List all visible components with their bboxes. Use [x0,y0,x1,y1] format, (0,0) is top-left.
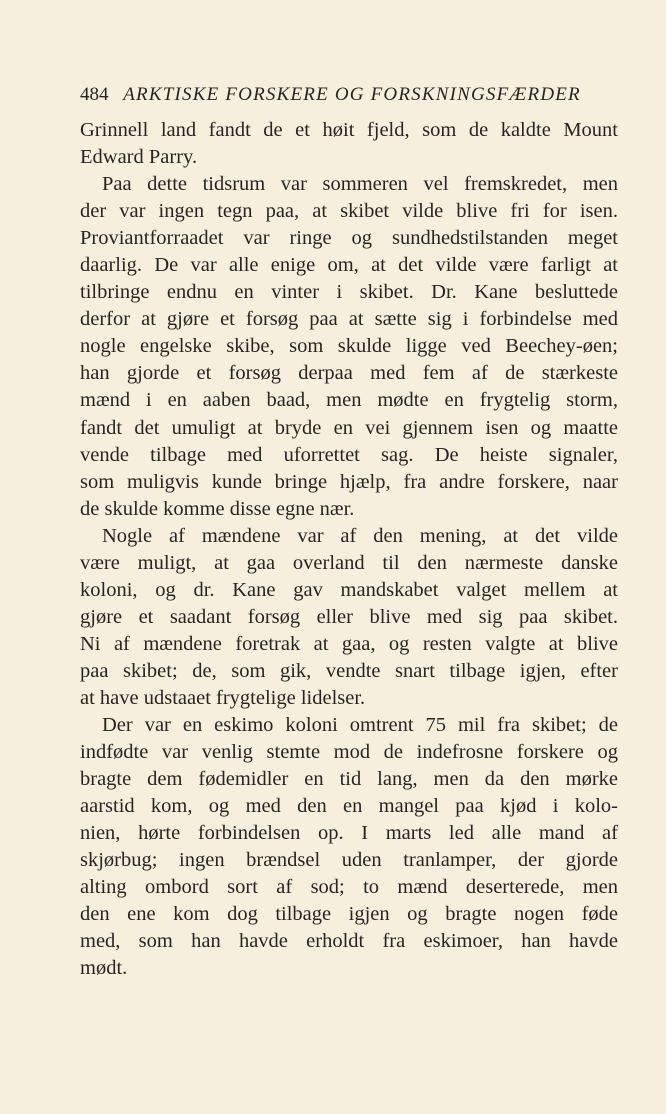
text-line: indfødte var venlig stemte mod de indefrosne forskere og [80,741,618,764]
text-line: Grinnell land fandt de et høit fjeld, som de kaldte Mount [80,119,618,141]
text-line: skjørbug; ingen brændsel uden tranlamper, der gjorde [80,849,618,872]
text-line: fandt det umuligt at bryde en vei gjennem isen og maatte [80,416,618,439]
text-line: koloni, og dr. Kane gav mandskabet valget mellem at [80,578,618,601]
running-title: ARKTISKE FORSKERE OG FORSKNINGSFÆRDER [123,84,581,105]
text-line: tilbringe endnu en vinter i skibet. Dr. Kane besluttede [80,281,618,304]
text-line: bragte dem fødemidler en tid lang, men da den mørke [80,768,618,791]
text-line: at have udstaaet frygtelige lidelser. [80,686,366,709]
text-line: der var ingen tegn paa, at skibet vilde blive fri for isen. [80,200,618,223]
text-line: vende tilbage med uforrettet sag. De heiste signaler, [80,443,618,466]
text-line: mænd i en aaben baad, men mødte en frygtelig storm, [80,389,618,412]
text-line: paa skibet; de, som gik, vendte snart tilbage igjen, efter [80,659,618,682]
text-line: være muligt, at gaa overland til den nærmeste danske [80,551,618,574]
text-line: de skulde komme disse egne nær. [80,497,355,520]
text-line: med, som han havde erholdt fra eskimoer, han havde [80,930,618,953]
text-line: nogle engelske skibe, som skulde ligge ved Beechey-øen; [80,335,618,358]
text-line: nien, hørte forbindelsen op. I marts led alle mand af [80,822,618,845]
text-line: Paa dette tidsrum var sommeren vel fremskredet, men [102,173,618,196]
text-line: Proviantforraadet var ringe og sundhedstilstanden meget [80,227,618,250]
text-line: daarlig. De var alle enige om, at det vilde være farligt at [80,254,618,277]
text-line: han gjorde et forsøg derpaa med fem af de stærkeste [80,362,618,385]
text-line: aarstid kom, og med den en mangel paa kjød i kolo- [80,795,618,818]
text-line: Ni af mændene foretrak at gaa, og resten valgte at blive [80,632,618,655]
text-line: mødt. [80,957,128,980]
text-line: derfor at gjøre et forsøg paa at sætte sig i forbindelse med [80,308,618,331]
text-line: Edward Parry. [80,146,198,169]
text-line: gjøre et saadant forsøg eller blive med sig paa skibet. [80,605,618,628]
text-line: som muligvis kunde bringe hjælp, fra andre forskere, naar [80,470,618,493]
body-text [80,117,618,983]
running-header [80,82,620,108]
page-number: 484 [80,84,109,105]
text-line: den ene kom dog tilbage igjen og bragte nogen føde [80,903,618,926]
text-line: alting ombord sort af sod; to mænd deserterede, men [80,876,618,899]
text-line: Der var en eskimo koloni omtrent 75 mil fra skibet; de [102,714,618,737]
text-line: Nogle af mændene var af den mening, at det vilde [102,524,618,547]
